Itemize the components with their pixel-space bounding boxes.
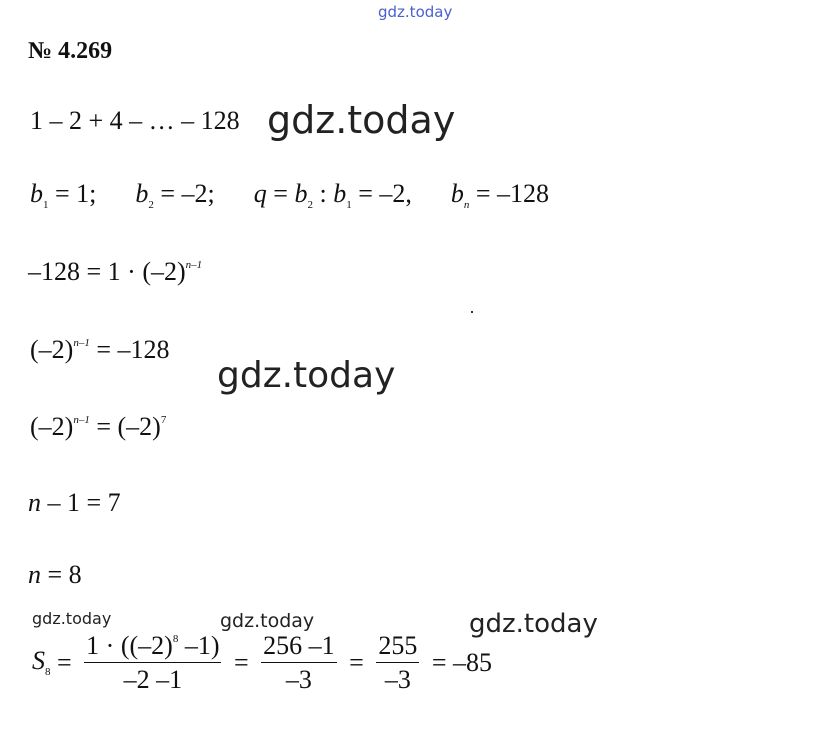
sum-equals-1: =	[50, 647, 79, 677]
equation-2-exponent: n–1	[73, 337, 90, 349]
given-line	[30, 181, 549, 211]
sum-equals-3: =	[349, 647, 371, 677]
b1-value: = 1;	[48, 179, 97, 208]
q-value: = –2,	[351, 179, 412, 208]
fraction-1-numerator: $1 \cdot ((-2)^8$ –1)	[84, 632, 221, 663]
watermark-line1: gdz.today	[267, 98, 456, 142]
fraction-2-numerator: 256 –1	[261, 632, 337, 663]
b-symbol-5: b	[450, 179, 464, 208]
equation-4	[28, 490, 121, 516]
equation-3-exponent-2: 7	[160, 414, 167, 426]
fraction-3-denominator: –3	[384, 665, 411, 695]
equation-2-base: (–2)	[30, 335, 74, 364]
fraction-2-denominator: –3	[285, 665, 312, 695]
b-symbol-2: b	[135, 179, 149, 208]
fraction-2	[261, 632, 337, 694]
q-symbol: q	[253, 179, 267, 208]
equation-1-left: –128 = 1 · (–2)	[28, 257, 186, 286]
b-symbol-3: b	[294, 179, 308, 208]
fraction-3	[376, 632, 419, 694]
fraction-3-numerator: 255	[376, 632, 419, 663]
b-symbol-4: b	[333, 179, 347, 208]
watermark-bottom-right: gdz.today	[469, 609, 598, 639]
sum-equals-2: =	[233, 647, 256, 677]
equation-5-variable: n	[28, 560, 41, 589]
series-line: 1 – 2 + 4 – … – 128	[30, 106, 240, 135]
equation-3-middle: = (–2)	[89, 412, 161, 441]
q-b1-subscript: 1	[346, 199, 352, 211]
equation-5-rest: = 8	[41, 560, 82, 589]
b2-subscript: 2	[148, 199, 154, 211]
watermark-top: gdz.today	[378, 3, 453, 21]
stray-dot	[471, 311, 473, 313]
fraction-1-denominator: –2 –1	[123, 665, 183, 695]
bn-value: = –128	[469, 179, 550, 208]
equation-2	[30, 337, 170, 363]
watermark-bottom-left: gdz.today	[32, 609, 112, 628]
sum-symbol: S	[32, 645, 45, 675]
equation-3-exponent: n–1	[73, 414, 90, 426]
q-b2-subscript: 2	[307, 199, 313, 211]
b-symbol: b	[30, 179, 43, 208]
watermark-bottom-center: gdz.today	[220, 610, 315, 632]
bn-subscript: n	[463, 199, 470, 211]
equation-2-right: = –128	[89, 335, 170, 364]
sum-result: = –85	[431, 647, 492, 677]
b2-value: = –2;	[153, 179, 215, 208]
fraction-1-exponent: 8	[172, 633, 179, 645]
sum-subscript: 8	[45, 665, 51, 678]
sum-formula	[32, 632, 492, 694]
equation-3	[30, 414, 166, 440]
equation-5	[28, 562, 82, 588]
q-equals: =	[266, 179, 295, 208]
equation-4-rest: – 1 = 7	[41, 488, 121, 517]
equation-1	[28, 259, 202, 285]
watermark-middle: gdz.today	[217, 355, 396, 396]
equation-1-exponent: n–1	[185, 259, 203, 271]
b1-subscript: 1	[43, 199, 49, 211]
equation-4-variable: n	[28, 488, 41, 517]
problem-number: № 4.269	[28, 38, 113, 64]
fraction-1	[84, 632, 221, 694]
q-colon: :	[312, 179, 334, 208]
equation-3-base: (–2)	[30, 412, 74, 441]
